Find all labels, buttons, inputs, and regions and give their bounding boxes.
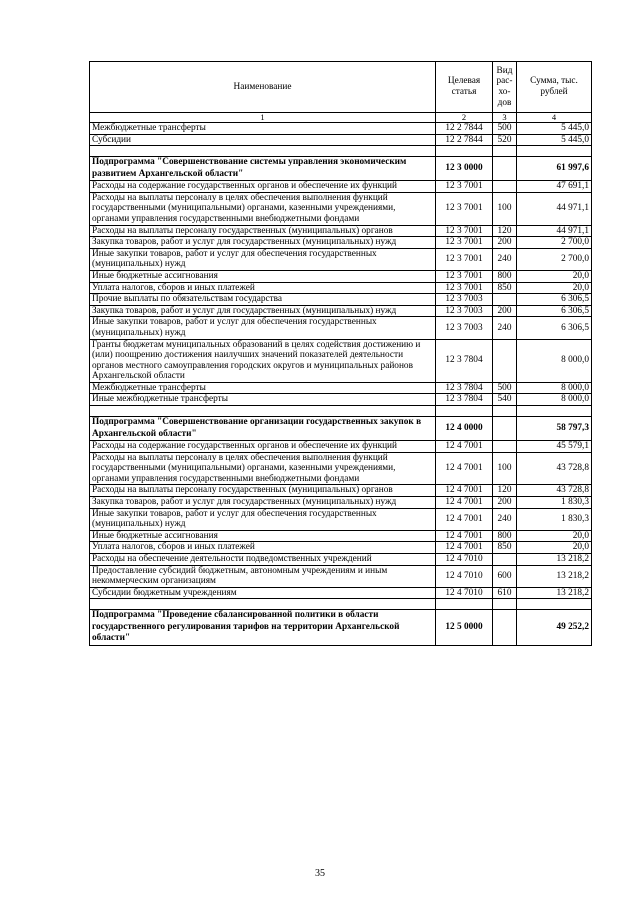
spacer-cell bbox=[436, 146, 493, 157]
row-name: Иные закупки товаров, работ и услуг для обеспечения государственных (муниципальных) нужд bbox=[90, 248, 436, 270]
page-number: 35 bbox=[315, 868, 325, 879]
row-expense-type: 240 bbox=[493, 248, 517, 270]
table-row bbox=[90, 192, 592, 225]
spacer-row bbox=[90, 599, 592, 610]
table-body bbox=[90, 123, 592, 646]
row-name: Межбюджетные трансферты bbox=[90, 382, 436, 394]
row-expense-type: 240 bbox=[493, 317, 517, 339]
row-target-code: 12 4 7010 bbox=[436, 554, 493, 566]
row-target-code: 12 4 7001 bbox=[436, 542, 493, 554]
table-row bbox=[90, 441, 592, 453]
row-expense-type: 850 bbox=[493, 542, 517, 554]
row-name: Иные закупки товаров, работ и услуг для обеспечения государственных (муниципальных) нужд bbox=[90, 317, 436, 339]
row-name: Расходы на выплаты персоналу государственных (муниципальных) органов bbox=[90, 225, 436, 237]
table-row bbox=[90, 554, 592, 566]
row-amount: 13 218,2 bbox=[517, 565, 592, 587]
table-row bbox=[90, 305, 592, 317]
row-amount: 6 306,5 bbox=[517, 294, 592, 306]
row-name: Расходы на содержание государственных органов и обеспечение их функций bbox=[90, 441, 436, 453]
row-amount: 2 700,0 bbox=[517, 237, 592, 249]
row-target-code: 12 3 7001 bbox=[436, 225, 493, 237]
row-amount: 1 830,3 bbox=[517, 497, 592, 509]
row-target-code: 12 5 0000 bbox=[436, 610, 493, 646]
table-row bbox=[90, 542, 592, 554]
row-expense-type bbox=[493, 417, 517, 441]
row-name: Иные бюджетные ассигнования bbox=[90, 530, 436, 542]
row-target-code: 12 4 0000 bbox=[436, 417, 493, 441]
row-target-code: 12 3 7001 bbox=[436, 282, 493, 294]
row-expense-type bbox=[493, 441, 517, 453]
table-row bbox=[90, 485, 592, 497]
column-numbers-row bbox=[90, 113, 592, 123]
row-name: Расходы на выплаты персоналу в целях обеспечения выполнения функций государственными (муниципальными) органами, казенными учреждениями, органами управления государственными внебюджетными фондами bbox=[90, 452, 436, 485]
row-expense-type: 200 bbox=[493, 305, 517, 317]
row-expense-type: 800 bbox=[493, 270, 517, 282]
row-expense-type: 120 bbox=[493, 225, 517, 237]
row-name: Закупка товаров, работ и услуг для государственных (муниципальных) нужд bbox=[90, 237, 436, 249]
row-expense-type: 240 bbox=[493, 508, 517, 530]
row-target-code: 12 4 7001 bbox=[436, 452, 493, 485]
table-row bbox=[90, 134, 592, 146]
row-name: Гранты бюджетам муниципальных образований в целях содействия достижению и (или) поощрению достижения наилучших значений показателей деятельности органов местного самоуправления городских округов и муниципальных районов Архангельской области bbox=[90, 339, 436, 382]
table-row bbox=[90, 225, 592, 237]
row-target-code: 12 4 7001 bbox=[436, 441, 493, 453]
row-amount: 5 445,0 bbox=[517, 123, 592, 135]
row-name: Расходы на выплаты персоналу государственных (муниципальных) органов bbox=[90, 485, 436, 497]
row-name: Уплата налогов, сборов и иных платежей bbox=[90, 542, 436, 554]
row-name: Закупка товаров, работ и услуг для государственных (муниципальных) нужд bbox=[90, 305, 436, 317]
row-expense-type: 200 bbox=[493, 497, 517, 509]
spacer-row bbox=[90, 146, 592, 157]
table-row bbox=[90, 237, 592, 249]
spacer-cell bbox=[90, 406, 436, 417]
row-target-code: 12 4 7010 bbox=[436, 587, 493, 599]
row-expense-type bbox=[493, 339, 517, 382]
row-expense-type: 120 bbox=[493, 485, 517, 497]
row-target-code: 12 3 7001 bbox=[436, 237, 493, 249]
row-expense-type: 200 bbox=[493, 237, 517, 249]
row-target-code: 12 3 7003 bbox=[436, 317, 493, 339]
row-amount: 44 971,1 bbox=[517, 192, 592, 225]
row-expense-type: 600 bbox=[493, 565, 517, 587]
table-header-row bbox=[90, 62, 592, 113]
spacer-row bbox=[90, 406, 592, 417]
spacer-cell bbox=[90, 146, 436, 157]
header-name: Наименование bbox=[90, 62, 436, 113]
spacer-cell bbox=[436, 406, 493, 417]
row-amount: 2 700,0 bbox=[517, 248, 592, 270]
row-amount: 44 971,1 bbox=[517, 225, 592, 237]
row-expense-type: 800 bbox=[493, 530, 517, 542]
row-expense-type: 850 bbox=[493, 282, 517, 294]
row-expense-type: 520 bbox=[493, 134, 517, 146]
header-vid: Вид рас-хо-дов bbox=[493, 62, 517, 113]
row-target-code: 12 2 7844 bbox=[436, 123, 493, 135]
row-target-code: 12 3 7804 bbox=[436, 339, 493, 382]
table-row bbox=[90, 452, 592, 485]
row-name: Иные межбюджетные трансферты bbox=[90, 394, 436, 406]
table-row bbox=[90, 497, 592, 509]
row-expense-type bbox=[493, 157, 517, 181]
row-expense-type: 540 bbox=[493, 394, 517, 406]
spacer-cell bbox=[493, 406, 517, 417]
row-target-code: 12 3 7804 bbox=[436, 382, 493, 394]
table-row bbox=[90, 394, 592, 406]
row-target-code: 12 4 7001 bbox=[436, 485, 493, 497]
row-amount: 43 728,8 bbox=[517, 452, 592, 485]
spacer-cell bbox=[90, 599, 436, 610]
row-target-code: 12 3 7001 bbox=[436, 181, 493, 193]
row-amount: 47 691,1 bbox=[517, 181, 592, 193]
row-amount: 20,0 bbox=[517, 282, 592, 294]
spacer-cell bbox=[493, 599, 517, 610]
header-sum: Сумма, тыс. рублей bbox=[517, 62, 592, 113]
row-name: Прочие выплаты по обязательствам государства bbox=[90, 294, 436, 306]
table-row bbox=[90, 530, 592, 542]
row-amount: 8 000,0 bbox=[517, 394, 592, 406]
row-amount: 43 728,8 bbox=[517, 485, 592, 497]
table-row bbox=[90, 248, 592, 270]
row-name: Иные закупки товаров, работ и услуг для обеспечения государственных (муниципальных) нужд bbox=[90, 508, 436, 530]
row-target-code: 12 3 0000 bbox=[436, 157, 493, 181]
row-name: Подпрограмма "Проведение сбалансированной политики в области государственного регулирования тарифов на территории Архангельской области" bbox=[90, 610, 436, 646]
row-name: Иные бюджетные ассигнования bbox=[90, 270, 436, 282]
row-target-code: 12 3 7001 bbox=[436, 248, 493, 270]
row-target-code: 12 4 7010 bbox=[436, 565, 493, 587]
spacer-cell bbox=[517, 406, 592, 417]
row-amount: 58 797,3 bbox=[517, 417, 592, 441]
row-amount: 8 000,0 bbox=[517, 339, 592, 382]
row-amount: 8 000,0 bbox=[517, 382, 592, 394]
budget-table bbox=[89, 61, 592, 646]
row-expense-type: 100 bbox=[493, 452, 517, 485]
row-name: Подпрограмма "Совершенствование системы управления экономическим развитием Архангельской области" bbox=[90, 157, 436, 181]
spacer-cell bbox=[436, 599, 493, 610]
row-target-code: 12 4 7001 bbox=[436, 530, 493, 542]
table-row bbox=[90, 565, 592, 587]
table-row bbox=[90, 508, 592, 530]
table-row bbox=[90, 339, 592, 382]
row-name: Расходы на обеспечение деятельности подведомственных учреждений bbox=[90, 554, 436, 566]
table-row bbox=[90, 317, 592, 339]
row-target-code: 12 2 7844 bbox=[436, 134, 493, 146]
row-target-code: 12 3 7001 bbox=[436, 192, 493, 225]
subprogram-row bbox=[90, 417, 592, 441]
row-amount: 20,0 bbox=[517, 530, 592, 542]
row-expense-type bbox=[493, 181, 517, 193]
col-number: 3 bbox=[493, 113, 517, 123]
row-amount: 49 252,2 bbox=[517, 610, 592, 646]
row-amount: 20,0 bbox=[517, 542, 592, 554]
row-expense-type bbox=[493, 294, 517, 306]
table-row bbox=[90, 123, 592, 135]
col-number: 4 bbox=[517, 113, 592, 123]
table-row bbox=[90, 382, 592, 394]
row-name: Субсидии bbox=[90, 134, 436, 146]
row-name: Уплата налогов, сборов и иных платежей bbox=[90, 282, 436, 294]
row-expense-type: 500 bbox=[493, 123, 517, 135]
row-amount: 13 218,2 bbox=[517, 554, 592, 566]
row-expense-type: 610 bbox=[493, 587, 517, 599]
subprogram-row bbox=[90, 610, 592, 646]
row-target-code: 12 4 7001 bbox=[436, 497, 493, 509]
row-name: Межбюджетные трансферты bbox=[90, 123, 436, 135]
table-row bbox=[90, 587, 592, 599]
col-number: 2 bbox=[436, 113, 493, 123]
row-amount: 61 997,6 bbox=[517, 157, 592, 181]
row-target-code: 12 3 7804 bbox=[436, 394, 493, 406]
row-amount: 1 830,3 bbox=[517, 508, 592, 530]
table-row bbox=[90, 181, 592, 193]
spacer-cell bbox=[493, 146, 517, 157]
header-target: Целевая статья bbox=[436, 62, 493, 113]
row-expense-type bbox=[493, 554, 517, 566]
row-name: Предоставление субсидий бюджетным, автономным учреждениям и иным некоммерческим организациям bbox=[90, 565, 436, 587]
col-number: 1 bbox=[90, 113, 436, 123]
table-row bbox=[90, 294, 592, 306]
row-target-code: 12 3 7001 bbox=[436, 270, 493, 282]
row-target-code: 12 4 7001 bbox=[436, 508, 493, 530]
row-target-code: 12 3 7003 bbox=[436, 294, 493, 306]
table-row bbox=[90, 282, 592, 294]
row-target-code: 12 3 7003 bbox=[436, 305, 493, 317]
row-expense-type: 100 bbox=[493, 192, 517, 225]
row-name: Закупка товаров, работ и услуг для государственных (муниципальных) нужд bbox=[90, 497, 436, 509]
row-amount: 6 306,5 bbox=[517, 317, 592, 339]
row-name: Расходы на выплаты персоналу в целях обеспечения выполнения функций государственными (муниципальными) органами, казенными учреждениями, органами управления государственными внебюджетными фондами bbox=[90, 192, 436, 225]
row-expense-type: 500 bbox=[493, 382, 517, 394]
row-name: Подпрограмма "Совершенствование организации государственных закупок в Архангельской области" bbox=[90, 417, 436, 441]
row-amount: 20,0 bbox=[517, 270, 592, 282]
row-name: Субсидии бюджетным учреждениям bbox=[90, 587, 436, 599]
row-amount: 6 306,5 bbox=[517, 305, 592, 317]
row-name: Расходы на содержание государственных органов и обеспечение их функций bbox=[90, 181, 436, 193]
row-expense-type bbox=[493, 610, 517, 646]
spacer-cell bbox=[517, 146, 592, 157]
row-amount: 13 218,2 bbox=[517, 587, 592, 599]
row-amount: 45 579,1 bbox=[517, 441, 592, 453]
table-row bbox=[90, 270, 592, 282]
subprogram-row bbox=[90, 157, 592, 181]
row-amount: 5 445,0 bbox=[517, 134, 592, 146]
spacer-cell bbox=[517, 599, 592, 610]
